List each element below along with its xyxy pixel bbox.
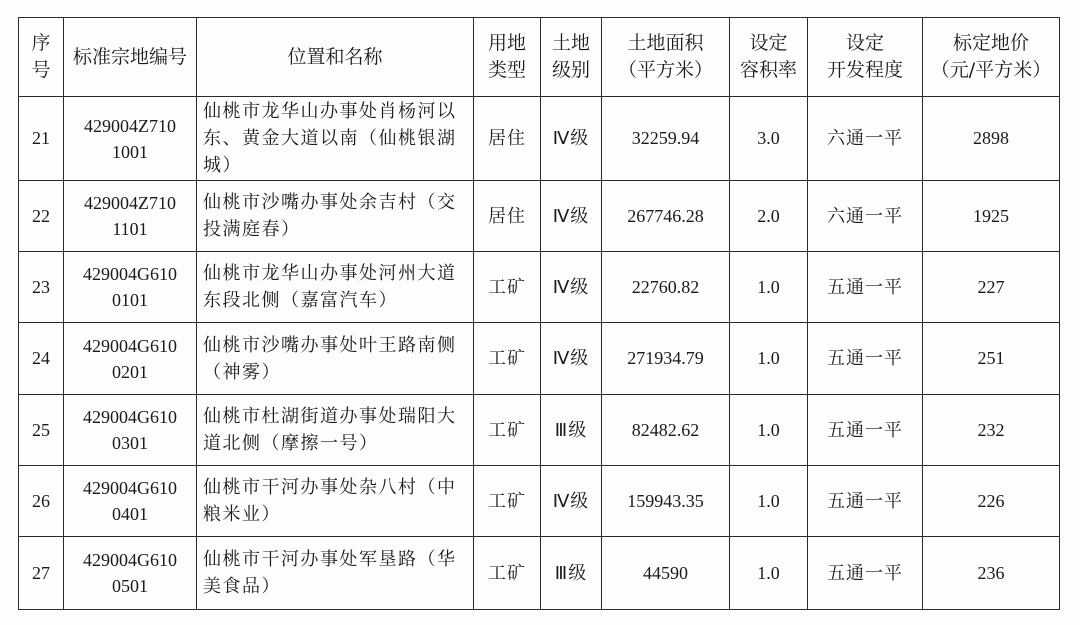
cell-use: 工矿: [474, 395, 541, 466]
cell-grade: Ⅳ级: [541, 466, 602, 537]
cell-far: 3.0: [730, 97, 808, 181]
cell-use: 工矿: [474, 252, 541, 323]
header-use: 用地 类型: [474, 18, 541, 97]
table-row: [19, 181, 1060, 252]
cell-price: 2898: [923, 97, 1060, 181]
cell-area: 32259.94: [602, 97, 730, 181]
table-row: [19, 252, 1060, 323]
cell-code: 429004G610 0101: [64, 252, 197, 323]
table-row: [19, 323, 1060, 395]
cell-grade: Ⅲ级: [541, 537, 602, 610]
table-row: [19, 395, 1060, 466]
cell-code: 429004G610 0201: [64, 323, 197, 395]
cell-dev: 五通一平: [808, 537, 923, 610]
cell-far: 1.0: [730, 466, 808, 537]
cell-area: 271934.79: [602, 323, 730, 395]
cell-far: 1.0: [730, 395, 808, 466]
land-price-table: [18, 17, 1060, 610]
cell-use: 工矿: [474, 466, 541, 537]
cell-no: 23: [19, 252, 64, 323]
cell-location: 仙桃市沙嘴办事处余吉村（交投满庭春）: [197, 181, 474, 252]
cell-area: 82482.62: [602, 395, 730, 466]
cell-location: 仙桃市干河办事处杂八村（中粮米业）: [197, 466, 474, 537]
cell-use: 居住: [474, 181, 541, 252]
cell-no: 26: [19, 466, 64, 537]
cell-dev: 五通一平: [808, 466, 923, 537]
cell-dev: 六通一平: [808, 181, 923, 252]
cell-area: 22760.82: [602, 252, 730, 323]
cell-use: 居住: [474, 97, 541, 181]
cell-grade: Ⅳ级: [541, 97, 602, 181]
table-row: [19, 466, 1060, 537]
cell-dev: 五通一平: [808, 395, 923, 466]
table-row: [19, 537, 1060, 610]
cell-location: 仙桃市干河办事处军垦路（华美食品）: [197, 537, 474, 610]
cell-no: 22: [19, 181, 64, 252]
cell-no: 21: [19, 97, 64, 181]
cell-code: 429004G610 0501: [64, 537, 197, 610]
cell-area: 159943.35: [602, 466, 730, 537]
cell-far: 1.0: [730, 323, 808, 395]
header-code: 标准宗地编号: [64, 18, 197, 97]
cell-area: 267746.28: [602, 181, 730, 252]
cell-far: 1.0: [730, 537, 808, 610]
cell-area: 44590: [602, 537, 730, 610]
cell-location: 仙桃市龙华山办事处肖杨河以东、黄金大道以南（仙桃银湖城）: [197, 97, 474, 181]
cell-price: 226: [923, 466, 1060, 537]
header-dev: 设定 开发程度: [808, 18, 923, 97]
cell-location: 仙桃市龙华山办事处河州大道东段北侧（嘉富汽车）: [197, 252, 474, 323]
cell-code: 429004Z710 1101: [64, 181, 197, 252]
header-grade: 土地 级别: [541, 18, 602, 97]
cell-code: 429004G610 0401: [64, 466, 197, 537]
cell-grade: Ⅳ级: [541, 323, 602, 395]
cell-far: 2.0: [730, 181, 808, 252]
cell-no: 24: [19, 323, 64, 395]
header-no: 序 号: [19, 18, 64, 97]
header-area: 土地面积 （平方米）: [602, 18, 730, 97]
cell-price: 251: [923, 323, 1060, 395]
header-far: 设定 容积率: [730, 18, 808, 97]
cell-dev: 六通一平: [808, 97, 923, 181]
cell-use: 工矿: [474, 323, 541, 395]
header-location: 位置和名称: [197, 18, 474, 97]
table-header-row: [19, 18, 1060, 97]
cell-price: 232: [923, 395, 1060, 466]
cell-location: 仙桃市杜湖街道办事处瑞阳大道北侧（摩擦一号）: [197, 395, 474, 466]
cell-code: 429004Z710 1001: [64, 97, 197, 181]
cell-grade: Ⅳ级: [541, 252, 602, 323]
cell-no: 25: [19, 395, 64, 466]
cell-grade: Ⅲ级: [541, 395, 602, 466]
cell-dev: 五通一平: [808, 252, 923, 323]
cell-no: 27: [19, 537, 64, 610]
cell-use: 工矿: [474, 537, 541, 610]
cell-price: 236: [923, 537, 1060, 610]
cell-price: 227: [923, 252, 1060, 323]
header-price: 标定地价 （元/平方米）: [923, 18, 1060, 97]
cell-code: 429004G610 0301: [64, 395, 197, 466]
cell-dev: 五通一平: [808, 323, 923, 395]
cell-price: 1925: [923, 181, 1060, 252]
cell-location: 仙桃市沙嘴办事处叶王路南侧（神雾）: [197, 323, 474, 395]
cell-grade: Ⅳ级: [541, 181, 602, 252]
cell-far: 1.0: [730, 252, 808, 323]
table-row: [19, 97, 1060, 181]
